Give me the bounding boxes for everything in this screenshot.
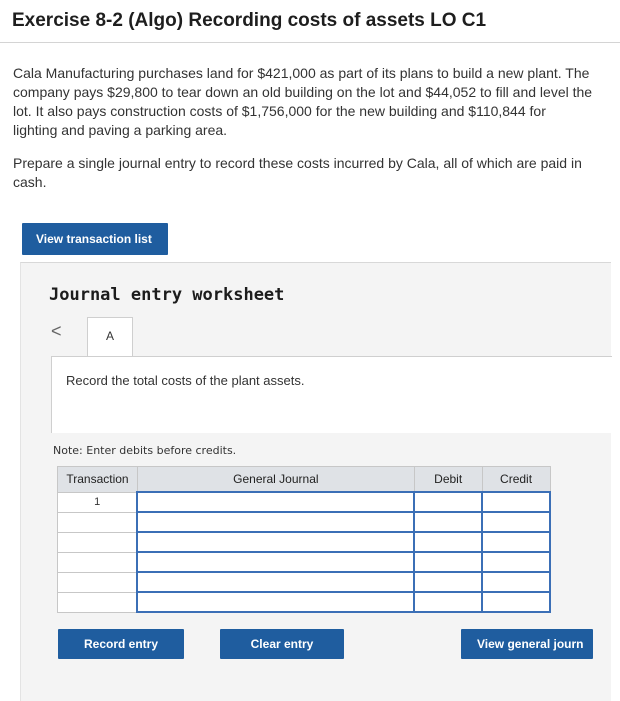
tab-a[interactable]: A	[87, 317, 133, 358]
transaction-cell	[58, 592, 138, 612]
table-row	[58, 592, 551, 612]
title-divider	[0, 42, 620, 43]
account-input[interactable]	[137, 552, 414, 572]
entry-note: Note: Enter debits before credits.	[53, 444, 237, 457]
table-row	[58, 492, 551, 512]
account-input[interactable]	[137, 532, 414, 552]
journal-table	[57, 466, 551, 613]
debit-input[interactable]	[414, 592, 482, 612]
page-title: Exercise 8-2 (Algo) Recording costs of assets LO C1	[12, 10, 487, 31]
transaction-cell	[58, 532, 138, 552]
account-input[interactable]	[137, 492, 414, 512]
credit-input[interactable]	[482, 492, 550, 512]
transaction-cell	[58, 512, 138, 532]
debit-input[interactable]	[414, 572, 482, 592]
general-journal-header: General Journal	[137, 467, 414, 493]
problem-statement: Cala Manufacturing purchases land for $421,000 as part of its plans to build a new plant. The company pays $29,800 to tear down an old building on the lot and $44,052 to fill and level the lot. It also pays construction costs of $1,756,000 for the new building and $110,844 for lighting and paving a parking area.	[13, 65, 593, 138]
debit-header: Debit	[414, 467, 482, 493]
debit-input[interactable]	[414, 492, 482, 512]
account-input[interactable]	[137, 572, 414, 592]
table-row	[58, 532, 551, 552]
credit-header: Credit	[482, 467, 550, 493]
table-row	[58, 572, 551, 592]
chevron-left-icon[interactable]: <	[51, 321, 62, 341]
credit-input[interactable]	[482, 552, 550, 572]
debit-input[interactable]	[414, 552, 482, 572]
credit-input[interactable]	[482, 512, 550, 532]
table-row	[58, 552, 551, 572]
transaction-cell: 1	[58, 492, 138, 512]
debit-input[interactable]	[414, 532, 482, 552]
transaction-cell	[58, 552, 138, 572]
tab-panel	[51, 356, 612, 433]
problem-instructions: Prepare a single journal entry to record these costs incurred by Cala, all of which are paid in cash.	[13, 155, 582, 190]
credit-input[interactable]	[482, 572, 550, 592]
credit-input[interactable]	[482, 532, 550, 552]
worksheet-title: Journal entry worksheet	[49, 285, 285, 305]
transaction-header: Transaction	[58, 467, 138, 493]
worksheet-instruction: Record the total costs of the plant assets.	[66, 373, 305, 388]
account-input[interactable]	[137, 592, 414, 612]
table-row	[58, 512, 551, 532]
transaction-cell	[58, 572, 138, 592]
view-transaction-list-button[interactable]: View transaction list	[22, 223, 168, 255]
journal-entry-worksheet	[20, 262, 611, 701]
debit-input[interactable]	[414, 512, 482, 532]
clear-entry-button[interactable]: Clear entry	[220, 629, 344, 659]
account-input[interactable]	[137, 512, 414, 532]
credit-input[interactable]	[482, 592, 550, 612]
record-entry-button[interactable]: Record entry	[58, 629, 184, 659]
view-general-journal-button[interactable]: View general journ	[461, 629, 593, 659]
